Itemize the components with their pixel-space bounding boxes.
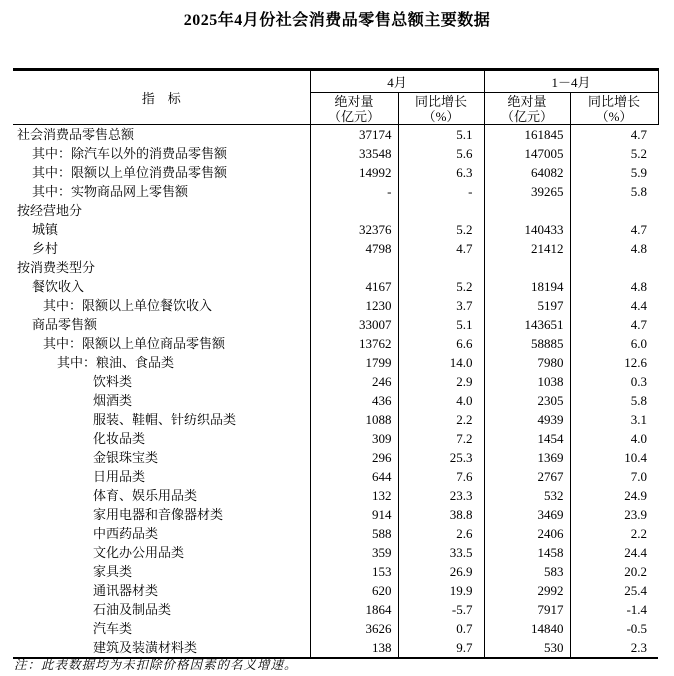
april-absolute-cell: - <box>310 182 398 201</box>
april-absolute-cell: 359 <box>310 543 398 562</box>
april-growth-cell: 2.2 <box>398 410 484 429</box>
jan-apr-growth-cell: 5.8 <box>630 393 648 408</box>
table-row <box>13 391 658 410</box>
april-absolute-cell: 3626 <box>310 619 398 638</box>
jan-apr-growth-cell: -0.5 <box>626 621 648 636</box>
header-line: 绝对量 <box>507 93 547 109</box>
april-growth-header <box>398 93 484 125</box>
table-row <box>13 182 658 201</box>
jan-apr-absolute-cell: 1369 <box>484 448 570 467</box>
table-row <box>13 486 658 505</box>
indicator-cell: 社会消费品零售总额 <box>13 125 310 145</box>
page-title: 2025年4月份社会消费品零售总额主要数据 <box>183 12 491 29</box>
april-absolute-cell <box>310 201 398 220</box>
indicator-cell: 汽车类 <box>13 619 310 638</box>
april-growth-cell: 23.3 <box>398 486 484 505</box>
indicator-cell: 饮料类 <box>13 372 310 391</box>
april-growth-cell: 5.1 <box>398 315 484 334</box>
jan-apr-growth-cell: 2.2 <box>630 526 648 541</box>
april-absolute-cell: 1230 <box>310 296 398 315</box>
table-row <box>13 220 658 239</box>
jan-apr-growth-cell: 6.0 <box>630 336 648 351</box>
jan-apr-absolute-cell: 1458 <box>484 543 570 562</box>
indicator-cell: 金银珠宝类 <box>13 448 310 467</box>
indicator-cell: 文化办公用品类 <box>13 543 310 562</box>
jan-apr-growth-cell: 4.7 <box>630 317 648 332</box>
table-row <box>13 429 658 448</box>
april-absolute-cell: 32376 <box>310 220 398 239</box>
jan-apr-growth-cell: 24.4 <box>624 545 648 560</box>
jan-apr-absolute-cell: 1038 <box>484 372 570 391</box>
april-absolute-cell: 620 <box>310 581 398 600</box>
jan-apr-absolute-cell: 4939 <box>484 410 570 429</box>
jan-apr-growth-cell: 5.2 <box>630 146 648 161</box>
april-absolute-cell: 13762 <box>310 334 398 353</box>
table-row <box>13 505 658 524</box>
april-growth-cell: 6.6 <box>398 334 484 353</box>
jan-apr-growth-cell: 0.3 <box>630 374 648 389</box>
april-growth-cell <box>398 201 484 220</box>
table-row <box>13 163 658 182</box>
indicator-cell: 体育、娱乐用品类 <box>13 486 310 505</box>
april-absolute-cell: 4798 <box>310 239 398 258</box>
jan-apr-absolute-cell: 7980 <box>484 353 570 372</box>
jan-apr-absolute-cell: 530 <box>484 638 570 658</box>
header-line: （亿元） <box>501 108 554 124</box>
jan-apr-absolute-cell: 64082 <box>484 163 570 182</box>
april-absolute-cell: 309 <box>310 429 398 448</box>
april-growth-cell: 5.2 <box>398 277 484 296</box>
april-growth-cell: 5.2 <box>398 220 484 239</box>
april-growth-cell: 3.7 <box>398 296 484 315</box>
jan-apr-absolute-cell: 3469 <box>484 505 570 524</box>
indicator-cell: 商品零售额 <box>13 315 310 334</box>
retail-sales-table <box>13 68 659 659</box>
april-growth-cell: 7.6 <box>398 467 484 486</box>
indicator-cell: 服装、鞋帽、针纺织品类 <box>13 410 310 429</box>
april-growth-cell: -5.7 <box>398 600 484 619</box>
jan-apr-absolute-cell: 143651 <box>484 315 570 334</box>
jan-apr-absolute-cell: 7917 <box>484 600 570 619</box>
april-absolute-cell: 153 <box>310 562 398 581</box>
table-row <box>13 581 658 600</box>
april-absolute-cell: 33007 <box>310 315 398 334</box>
april-absolute-cell: 33548 <box>310 144 398 163</box>
jan-apr-growth-cell: 4.8 <box>630 279 648 294</box>
header-line: （%） <box>422 108 460 124</box>
table-row <box>13 296 658 315</box>
table-row <box>13 144 658 163</box>
april-absolute-cell: 1799 <box>310 353 398 372</box>
april-absolute-cell: 588 <box>310 524 398 543</box>
april-growth-cell: 33.5 <box>398 543 484 562</box>
jan-apr-absolute-cell: 39265 <box>484 182 570 201</box>
indicator-cell: 按消费类型分 <box>13 258 310 277</box>
jan-apr-absolute-cell: 161845 <box>484 125 570 145</box>
jan-apr-growth-cell: 4.7 <box>630 222 648 237</box>
jan-apr-absolute-cell: 1454 <box>484 429 570 448</box>
april-absolute-cell: 436 <box>310 391 398 410</box>
jan-apr-absolute-cell: 2305 <box>484 391 570 410</box>
april-growth-cell: 0.7 <box>398 619 484 638</box>
jan-apr-growth-cell <box>570 201 658 220</box>
header-line: 同比增长 <box>588 93 641 109</box>
indicator-cell: 乡村 <box>13 239 310 258</box>
header-line: 同比增长 <box>415 93 468 109</box>
jan-apr-growth-cell <box>570 258 658 277</box>
jan-apr-growth-cell: 5.8 <box>630 184 648 199</box>
april-absolute-cell: 14992 <box>310 163 398 182</box>
table-row <box>13 353 658 372</box>
jan-apr-absolute-cell: 583 <box>484 562 570 581</box>
jan-apr-growth-cell: 3.1 <box>630 412 648 427</box>
april-absolute-cell <box>310 258 398 277</box>
table-row <box>13 619 658 638</box>
april-growth-cell: - <box>398 182 484 201</box>
indicator-cell: 其中：除汽车以外的消费品零售额 <box>13 144 310 163</box>
april-absolute-cell: 1088 <box>310 410 398 429</box>
jan-apr-absolute-cell: 14840 <box>484 619 570 638</box>
table-row <box>13 334 658 353</box>
april-growth-cell: 25.3 <box>398 448 484 467</box>
april-growth-cell: 6.3 <box>398 163 484 182</box>
jan-apr-growth-cell: 10.4 <box>624 450 648 465</box>
jan-apr-absolute-cell: 147005 <box>484 144 570 163</box>
table-row <box>13 467 658 486</box>
april-growth-cell: 38.8 <box>398 505 484 524</box>
table-row <box>13 410 658 429</box>
april-absolute-cell: 37174 <box>310 125 398 145</box>
april-absolute-cell: 644 <box>310 467 398 486</box>
april-growth-cell: 2.9 <box>398 372 484 391</box>
jan-apr-growth-cell: 12.6 <box>624 355 648 370</box>
jan-apr-absolute-cell: 5197 <box>484 296 570 315</box>
jan-apr-absolute-cell: 140433 <box>484 220 570 239</box>
april-growth-cell <box>398 258 484 277</box>
indicator-cell: 家用电器和音像器材类 <box>13 505 310 524</box>
table-row <box>13 258 658 277</box>
indicator-cell: 其中：限额以上单位商品零售额 <box>13 334 310 353</box>
indicator-cell: 城镇 <box>13 220 310 239</box>
indicator-cell: 其中：限额以上单位消费品零售额 <box>13 163 310 182</box>
april-absolute-header <box>310 93 398 125</box>
table-row <box>13 239 658 258</box>
jan-apr-growth-header <box>570 93 658 125</box>
april-growth-cell: 9.7 <box>398 638 484 658</box>
jan-apr-absolute-cell: 21412 <box>484 239 570 258</box>
indicator-cell: 其中：实物商品网上零售额 <box>13 182 310 201</box>
april-absolute-cell: 246 <box>310 372 398 391</box>
indicator-cell: 其中：粮油、食品类 <box>13 353 310 372</box>
april-absolute-cell: 1864 <box>310 600 398 619</box>
table-row <box>13 543 658 562</box>
indicator-cell: 中西药品类 <box>13 524 310 543</box>
table-row <box>13 562 658 581</box>
jan-apr-growth-cell: 4.0 <box>630 431 648 446</box>
jan-apr-growth-cell: 4.7 <box>630 127 648 142</box>
indicator-cell: 家具类 <box>13 562 310 581</box>
table-row <box>13 372 658 391</box>
jan-apr-absolute-cell: 2406 <box>484 524 570 543</box>
table-row <box>13 201 658 220</box>
table-row <box>13 315 658 334</box>
jan-apr-growth-cell: 7.0 <box>630 469 648 484</box>
april-absolute-cell: 4167 <box>310 277 398 296</box>
jan-apr-absolute-cell: 58885 <box>484 334 570 353</box>
indicator-cell: 建筑及装潢材料类 <box>13 638 310 658</box>
april-growth-cell: 4.7 <box>398 239 484 258</box>
april-growth-cell: 4.0 <box>398 391 484 410</box>
jan-apr-absolute-cell: 18194 <box>484 277 570 296</box>
april-growth-cell: 2.6 <box>398 524 484 543</box>
jan-apr-group-header: 1－4月 <box>484 70 658 93</box>
indicator-cell: 烟酒类 <box>13 391 310 410</box>
indicator-cell: 化妆品类 <box>13 429 310 448</box>
indicator-cell: 餐饮收入 <box>13 277 310 296</box>
table-row <box>13 277 658 296</box>
jan-apr-absolute-cell: 532 <box>484 486 570 505</box>
april-growth-cell: 5.1 <box>398 125 484 145</box>
jan-apr-absolute-cell <box>484 201 570 220</box>
april-group-header: 4月 <box>310 70 484 93</box>
header-group-row <box>13 70 658 93</box>
indicator-cell: 日用品类 <box>13 467 310 486</box>
indicator-column-header: 指 标 <box>13 70 310 125</box>
april-absolute-cell: 138 <box>310 638 398 658</box>
jan-apr-growth-cell: -1.4 <box>626 602 648 617</box>
indicator-cell: 石油及制品类 <box>13 600 310 619</box>
indicator-cell: 按经营地分 <box>13 201 310 220</box>
jan-apr-growth-cell: 2.3 <box>630 640 648 655</box>
april-absolute-cell: 914 <box>310 505 398 524</box>
table-row <box>13 125 658 145</box>
header-line: （亿元） <box>327 108 380 124</box>
april-growth-cell: 5.6 <box>398 144 484 163</box>
jan-apr-growth-cell: 23.9 <box>624 507 648 522</box>
table-header <box>13 70 658 125</box>
jan-apr-absolute-cell: 2767 <box>484 467 570 486</box>
header-line: 绝对量 <box>334 93 374 109</box>
jan-apr-growth-cell: 24.9 <box>624 488 648 503</box>
jan-apr-absolute-cell: 2992 <box>484 581 570 600</box>
table-row <box>13 448 658 467</box>
table-row <box>13 600 658 619</box>
april-absolute-cell: 296 <box>310 448 398 467</box>
header-line: （%） <box>595 108 633 124</box>
jan-apr-growth-cell: 25.4 <box>624 583 648 598</box>
april-growth-cell: 19.9 <box>398 581 484 600</box>
jan-apr-growth-cell: 4.8 <box>630 241 648 256</box>
april-absolute-cell: 132 <box>310 486 398 505</box>
indicator-cell: 其中：限额以上单位餐饮收入 <box>13 296 310 315</box>
jan-apr-growth-cell: 20.2 <box>624 564 648 579</box>
jan-apr-absolute-header <box>484 93 570 125</box>
table-row <box>13 524 658 543</box>
indicator-cell: 通讯器材类 <box>13 581 310 600</box>
jan-apr-growth-cell: 4.4 <box>630 298 648 313</box>
table-footnote: 注：此表数据均为未扣除价格因素的名义增速。 <box>14 658 298 672</box>
april-growth-cell: 7.2 <box>398 429 484 448</box>
april-growth-cell: 26.9 <box>398 562 484 581</box>
april-growth-cell: 14.0 <box>398 353 484 372</box>
jan-apr-absolute-cell <box>484 258 570 277</box>
table-body <box>13 125 658 659</box>
jan-apr-growth-cell: 5.9 <box>630 165 648 180</box>
